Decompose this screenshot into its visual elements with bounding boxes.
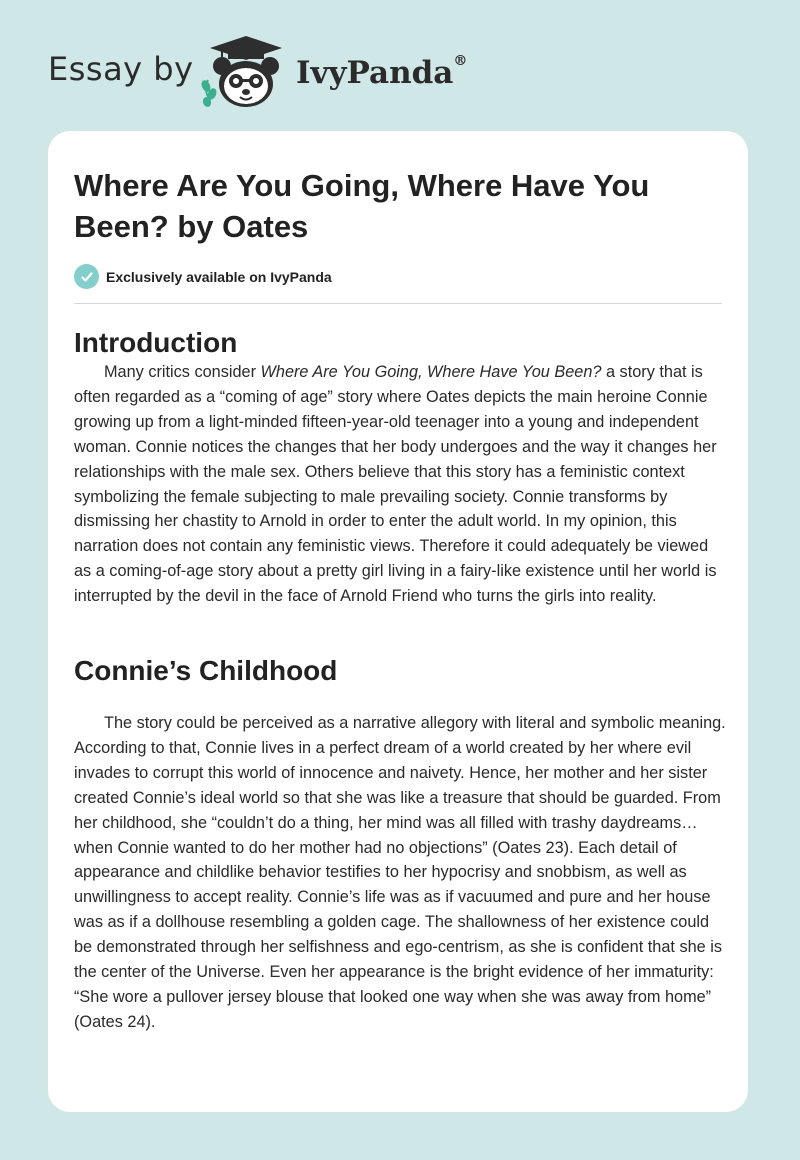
check-icon [74, 264, 99, 289]
essay-title: Where Are You Going, Where Have You Been? by Oates [74, 168, 650, 244]
exclusive-badge [74, 264, 332, 289]
registered-mark: ® [453, 53, 468, 69]
brand-name[interactable]: IvyPanda® [296, 53, 468, 91]
title-divider [74, 303, 722, 304]
site-header [0, 0, 800, 130]
section-heading-introduction: Introduction [74, 327, 238, 358]
story-title-italic: Where Are You Going, Where Have You Been? [260, 363, 602, 381]
panda-graduate-logo-icon[interactable] [200, 34, 292, 110]
exclusive-badge-text: Exclusively available on IvyPanda [106, 268, 332, 285]
brand-prefix: Essay by [48, 50, 194, 88]
essay-card [48, 131, 748, 1112]
childhood-paragraph: The story could be perceived as a narrative allegory with literal and symbolic meaning. According to that, Connie lives in a perfect dream of a world created by her where evil invades to corrupt this world of innocence and naivety. Hence, her mother and her sister created Connie’s ideal world so that she was like a treasure that should be guarded. From her childhood, she “couldn’t do a thing, her mind was all filled with trashy daydreams…when Connie wanted to do her mother had no objections” (Oates 23). Each detail of appearance and childlike behavior testifies to her hypocrisy and snobbism, as well as unwillingness to accept reality. Connie’s life was as if vacuumed and pure and her house was as if a dollhouse resembling a golden cage. The shallowness of her existence could be demonstrated through her selfishness and ego-centrism, as she is confident that she is the center of the Universe. Even her appearance is the bright evidence of her immaturity: “She wore a pullover jersey blouse that looked one way when she was away from home” (Oates 24). [74, 714, 726, 1031]
introduction-paragraph: Many critics consider Where Are You Going, Where Have You Been? a story that is often regarded as a “coming of age” story where Oates depicts the main heroine Connie growing up from a light-minded fifteen-year-old teenager into a young and independent woman. Connie notices the changes that her body undergoes and the way it changes her relationships with the male sex. Others believe that this story has a feministic context symbolizing the female subjecting to male prevailing society. Connie transforms by dismissing her chastity to Arnold in order to enter the adult world. In my opinion, this narration does not contain any feministic views. Therefore it could adequately be viewed as a coming-of-age story about a pretty girl living in a fairy-like existence until her world is interrupted by the devil in the face of Arnold Friend who turns the girls into reality. [74, 363, 717, 606]
section-heading-childhood: Connie’s Childhood [74, 655, 338, 686]
